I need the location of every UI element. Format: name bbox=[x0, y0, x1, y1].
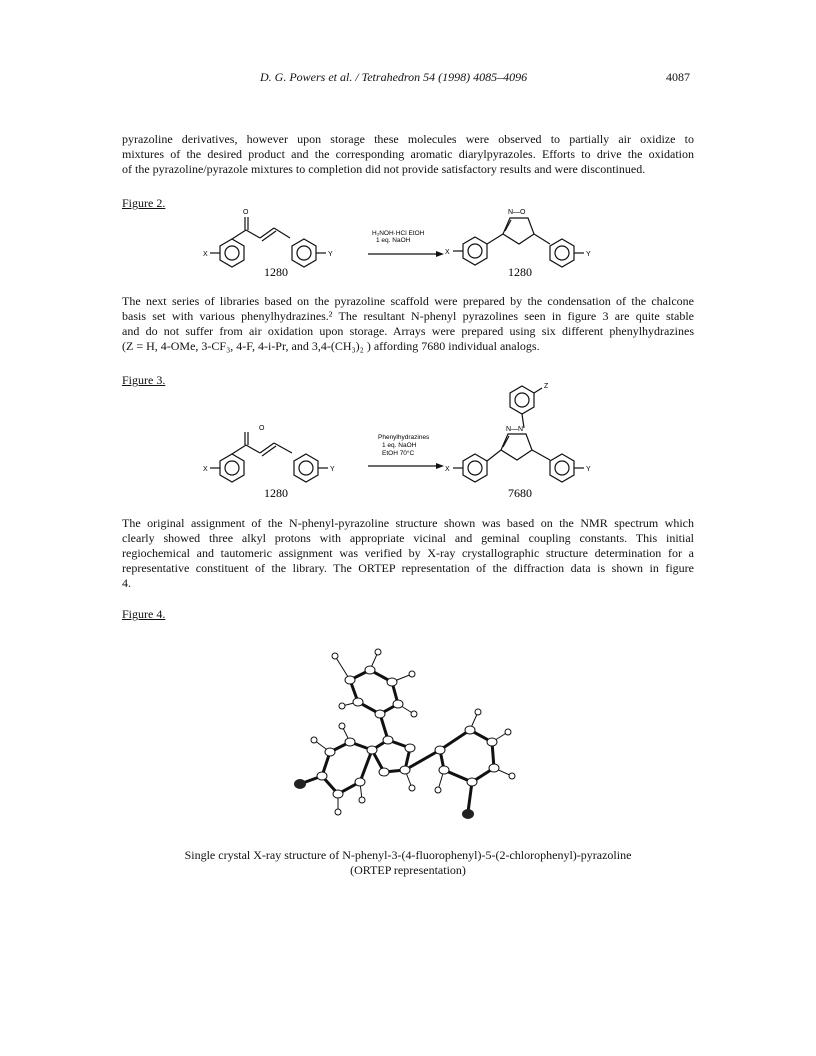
text-line: mixtures of the desired product and the corresponding aromatic diarylpyrazoles. Efforts to drive the oxidation bbox=[122, 147, 694, 161]
reagent-line: H₂NOH·HCl EtOH bbox=[372, 230, 425, 237]
x-substituent: X bbox=[445, 466, 450, 473]
compound-count-right: 7680 bbox=[508, 486, 532, 500]
text-line: and do not suffer from air oxidation upon storage. Arrays were prepared using six different phenylhydrazines bbox=[122, 324, 694, 338]
pyrazoline-ring bbox=[501, 434, 532, 460]
compound-count-left: 1280 bbox=[264, 486, 288, 500]
text-line: (Z = H, 4-OMe, 3-CF₃, 4-F, 4-i-Pr, and 3,4-(CH₃)₂ ) affording 7680 individual analogs. bbox=[122, 339, 540, 353]
reagent-line: 1 eq. NaOH bbox=[376, 237, 411, 244]
text-line: pyrazoline derivatives, however upon storage these molecules were observed to partially air oxidize to bbox=[122, 132, 694, 146]
running-head: D. G. Powers et al. / Tetrahedron 54 (1998) 4085–4096 bbox=[260, 70, 528, 84]
carbonyl-oxygen: O bbox=[259, 425, 265, 432]
x-substituent: X bbox=[445, 249, 450, 256]
page-number: 4087 bbox=[666, 70, 690, 84]
text-line: The original assignment of the N-phenyl-pyrazoline structure shown was based on the NMR spectrum which bbox=[122, 516, 694, 530]
figure-3-scheme bbox=[0, 380, 816, 500]
aryl-ring-right bbox=[292, 239, 316, 267]
caption-line: (ORTEP representation) bbox=[350, 863, 466, 877]
isoxazoline-ring bbox=[503, 218, 534, 244]
x-substituent: X bbox=[203, 466, 208, 473]
page-header bbox=[0, 70, 816, 90]
figure-2-scheme bbox=[0, 200, 816, 280]
figure-4-caption bbox=[122, 848, 694, 878]
y-substituent: Y bbox=[328, 251, 333, 258]
text-line: representative constituent of the library. The ORTEP representation of the diffraction data is shown in figure bbox=[122, 561, 694, 575]
aryl-ring-left bbox=[220, 239, 244, 267]
ring-atoms: N—O bbox=[508, 209, 526, 216]
paragraph-2 bbox=[122, 294, 694, 354]
compound-count-left: 1280 bbox=[264, 265, 288, 279]
figure-2-label: Figure 2. bbox=[122, 196, 166, 210]
product-aryl-ring-right bbox=[550, 239, 574, 267]
text-line: 4. bbox=[122, 576, 131, 590]
text-line: basis set with various phenylhydrazines.² The resultant N-phenyl pyrazolines seen in figure 3 are quite stable bbox=[122, 309, 694, 323]
caption-line: Single crystal X-ray structure of N-phenyl-3-(4-fluorophenyl)-5-(2-chlorophenyl)-pyrazoline bbox=[184, 848, 632, 862]
reagent-line: 1 eq. NaOH bbox=[382, 442, 417, 449]
text-line: of the pyrazoline/pyrazole mixtures to completion did not provide satisfactory results and were discontinued. bbox=[122, 162, 646, 176]
ortep-structure bbox=[0, 630, 816, 850]
ring-atoms: N—N bbox=[506, 426, 524, 433]
paragraph-1 bbox=[122, 132, 694, 177]
y-substituent: Y bbox=[586, 251, 591, 258]
text-line: regiochemical and tautomeric assignment was verified by X-ray crystallographic structure determination for a bbox=[122, 546, 694, 560]
y-substituent: Y bbox=[586, 466, 591, 473]
paragraph-3 bbox=[122, 516, 694, 591]
compound-count-right: 1280 bbox=[508, 265, 532, 279]
y-substituent: Y bbox=[330, 466, 335, 473]
x-substituent: X bbox=[203, 251, 208, 258]
product-aryl-ring-left bbox=[463, 237, 487, 265]
text-line: clearly showed three alkyl protons with appropriate vicinal and geminal coupling constants. This initial bbox=[122, 531, 694, 545]
text-line: The next series of libraries based on the pyrazoline scaffold were prepared by the condensation of the chalcone bbox=[122, 294, 694, 308]
figure-3-label: Figure 3. bbox=[122, 373, 166, 387]
z-substituent: Z bbox=[544, 383, 549, 390]
reagent-line: EtOH 70°C bbox=[382, 450, 415, 457]
figure-4-label: Figure 4. bbox=[122, 607, 166, 621]
reagent-line: Phenylhydrazines bbox=[378, 434, 430, 441]
n-phenyl-ring bbox=[510, 386, 534, 414]
carbonyl-oxygen: O bbox=[243, 209, 249, 216]
